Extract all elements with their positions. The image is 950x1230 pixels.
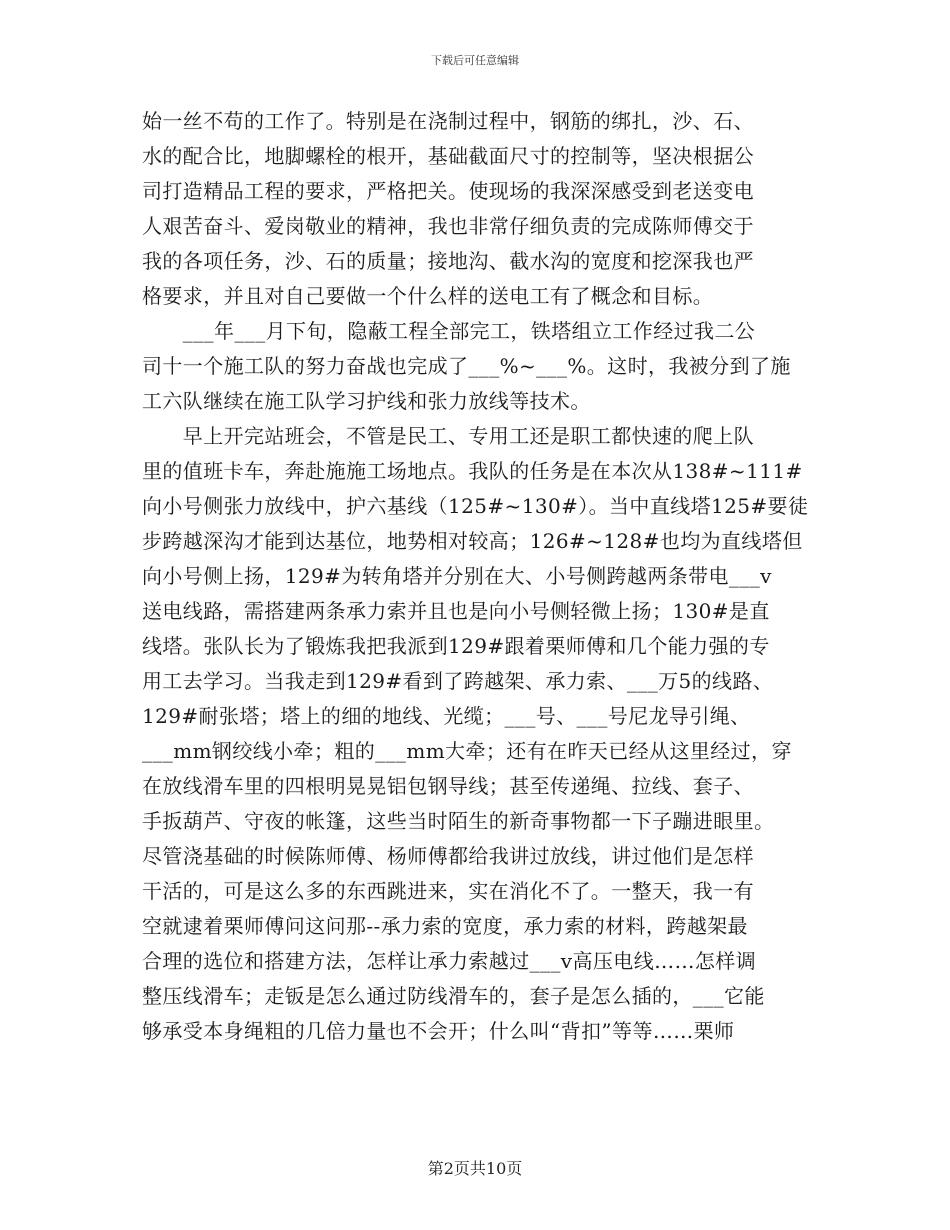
text-line: 格要求，并且对自己要做一个什么样的送电工有了概念和目标。 [142, 284, 714, 308]
text-line: 工六队继续在施工队学习护线和张力放线等技术。 [142, 389, 591, 413]
text-line: 手扳葫芦、守夜的帐篷，这些当时陌生的新奇事物都一下子蹦进眼里。 [142, 809, 775, 833]
text-line: 空就逮着栗师傅问这问那--承力索的宽度，承力索的材料，跨越架最 [142, 914, 748, 938]
text-line: 早上开完站班会，不管是民工、专用工还是职工都快速的爬上队 [142, 424, 754, 448]
text-line: 我的各项任务，沙、石的质量；接地沟、截水沟的宽度和挖深我也严 [142, 249, 754, 273]
text-line: 步跨越深沟才能到达基位，地势相对较高；126#~128#也均为直线塔但 [142, 529, 803, 553]
text-line: 用工去学习。当我走到129#看到了跨越架、承力索、___万5的线路、 [142, 669, 774, 693]
text-line: 线塔。张队长为了锻炼我把我派到129#跟着栗师傅和几个能力强的专 [142, 634, 770, 658]
text-line: 在放线滑车里的四根明晃晃铝包钢导线；甚至传递绳、拉线、套子、 [142, 774, 754, 798]
text-line: 司十一个施工队的努力奋战也完成了___%~___%。这时，我被分到了施 [142, 354, 791, 378]
document-body [142, 104, 810, 1049]
text-line: 干活的，可是这么多的东西跳进来，实在消化不了。一整天，我一有 [142, 879, 754, 903]
paragraph-3 [142, 419, 810, 1049]
text-line: 始一丝不苟的工作了。特别是在浇制过程中，钢筋的绑扎，沙、石、 [142, 109, 754, 133]
text-line: 水的配合比，地脚螺栓的根开，基础截面尺寸的控制等，坚决根据公 [142, 144, 754, 168]
text-line: 向小号侧上扬，129#为转角塔并分别在大、小号侧跨越两条带电___v [142, 564, 772, 588]
text-line: 合理的选位和搭建方法，怎样让承力索越过___v高压电线……怎样调 [142, 949, 757, 973]
text-line: 够承受本身绳粗的几倍力量也不会开；什么叫“背扣”等等……栗师 [142, 1019, 735, 1043]
text-line: 129#耐张塔；塔上的细的地线、光缆；___号、___号尼龙导引绳、 [142, 704, 751, 728]
page-footer: 第2页共10页 [427, 1159, 523, 1178]
text-line: 司打造精品工程的要求，严格把关。使现场的我深深感受到老送变电 [142, 179, 754, 203]
paragraph-1 [142, 104, 810, 314]
text-line: 向小号侧张力放线中，护六基线（125#~130#）。当中直线塔125#要徒 [142, 494, 809, 518]
paragraph-2 [142, 314, 810, 419]
text-line: 送电线路，需搭建两条承力索并且也是向小号侧轻微上扬；130#是直 [142, 599, 770, 623]
text-line: 尽管浇基础的时候陈师傅、杨师傅都给我讲过放线，讲过他们是怎样 [142, 844, 754, 868]
text-line: 整压线滑车；走钣是怎么通过防线滑车的，套子是怎么插的，___它能 [142, 984, 765, 1008]
text-line: ___年___月下旬，隐蔽工程全部完工，铁塔组立工作经过我二公 [142, 319, 756, 343]
page-header: 下载后可任意编辑 [431, 54, 519, 67]
text-line: ___mm钢绞线小牵；粗的___mm大牵；还有在昨天已经从这里经过，穿 [142, 739, 792, 763]
text-line: 人艰苦奋斗、爱岗敬业的精神，我也非常仔细负责的完成陈师傅交于 [142, 214, 754, 238]
text-line: 里的值班卡车，奔赴施施工场地点。我队的任务是在本次从138#~111# [142, 459, 803, 483]
